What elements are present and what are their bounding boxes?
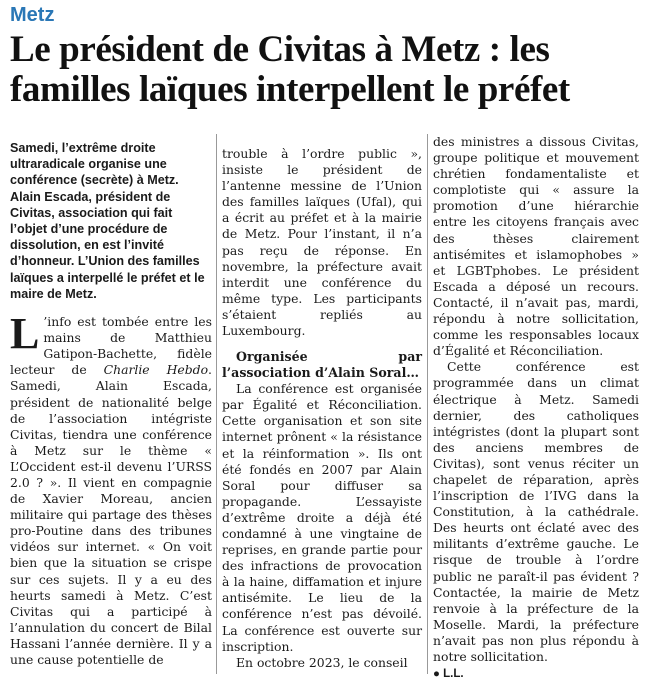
article-column-3 xyxy=(433,134,639,682)
article-column-1 xyxy=(10,134,212,668)
article-paragraph: La conférence est organisée par Égalité et Réconciliation. Cette organisation et son site internet prônent « la résistance et la réinformation ». Ils ont été fondés en 2007 par Alain Soral pour diffuser sa propagande. L’essayiste d’extrême droite a déjà été condamné à une vingtaine de reprises, en grande partie pour des infractions de provocation à la haine, diffamation et injure antisémite. Le lieu de la conférence n’est pas dévoilé. La conférence est ouverte sur inscription. xyxy=(222,381,422,654)
drop-cap: L xyxy=(10,309,40,359)
author-signature: ● L.L. xyxy=(433,668,464,681)
section-label: Metz xyxy=(10,4,55,26)
article-column-2 xyxy=(222,134,422,671)
article-paragraph: trouble à l’ordre public », insiste le président de l’antenne messine de l’Union des familles laïques (Ufal), qui a écrit au préfet et à la mairie de Metz. Pour l’instant, il n’a pas reçu de réponse. En novembre, la préfecture avait interdit une conférence du même type. Les participants s’étaient repliés au Luxembourg. xyxy=(222,146,422,339)
article-paragraph: L ’info est tombée entre les mains de Matthieu Gatipon-Bachette, fidèle lecteur de Charlie Hebdo. Samedi, Alain Escada, président de nationalité belge de l’association intégriste Civitas, tiendra une conférence à Metz sur le thème « L’Occident est-il devenu l’URSS 2.0 ? ». Il vient en compagnie de Xavier Moreau, ancien militaire qui partage des thèses pro-Poutine dans des tribunes vidéos sur internet. « On voit bien que la situation se crispe sur ces sujets. Il y a eu des heurts samedi à Metz. C’est Civitas qui a participé à l’annulation du concert de Bilal Hassani l’année dernière. Il y a une cause potentielle de xyxy=(10,309,212,667)
column-rule xyxy=(216,134,217,674)
article-paragraph: des ministres a dissous Civitas, groupe politique et mouvement chrétien fondamentaliste et complotiste qui « assure la promotion d’une hiérarchie entre les citoyens français avec des thèses clairement antisémites et islamophobes » et LGBTphobes. Le président Escada a déposé un recours. Contacté, il n’avait pas, mardi, répondu à notre sollicitation, comme les responsables locaux d’Égalité et Réconciliation. xyxy=(433,134,639,359)
article-paragraph: Cette conférence est programmée dans un climat électrique à Metz. Samedi dernier, des catholiques intégristes (dont la plupart sont des anciens membres de Civitas), sont venus réciter un chapelet de réparation, après l’inscription de l’IVG dans la Constitution, à la cathédrale. Des heurts ont éclaté avec des militants d’extrême gauche. Le risque de trouble à l’ordre public ne paraît-il pas évident ? Contactée, la mairie de Metz renvoie à la préfecture de la Moselle. Mardi, la préfecture n’avait pas non plus répondu à notre sollicitation. xyxy=(433,359,639,664)
article-lead: Samedi, l’extrême droite ultraradicale organise une conférence (secrète) à Metz. Alain Escada, président de Civitas, association qui fait l’objet d’une procédure de dissolution, en est l’invité d’honneur. L’Union des familles laïques a interpellé le préfet et le maire de Metz. xyxy=(10,141,205,301)
article-paragraph: En octobre 2023, le conseil xyxy=(236,654,408,670)
headline: Le président de Civitas à Metz : les familles laïques interpellent le préfet xyxy=(10,29,570,110)
column-rule xyxy=(427,134,428,674)
article-subhead: Organisée par l’association d’Alain Soral… xyxy=(222,349,422,381)
